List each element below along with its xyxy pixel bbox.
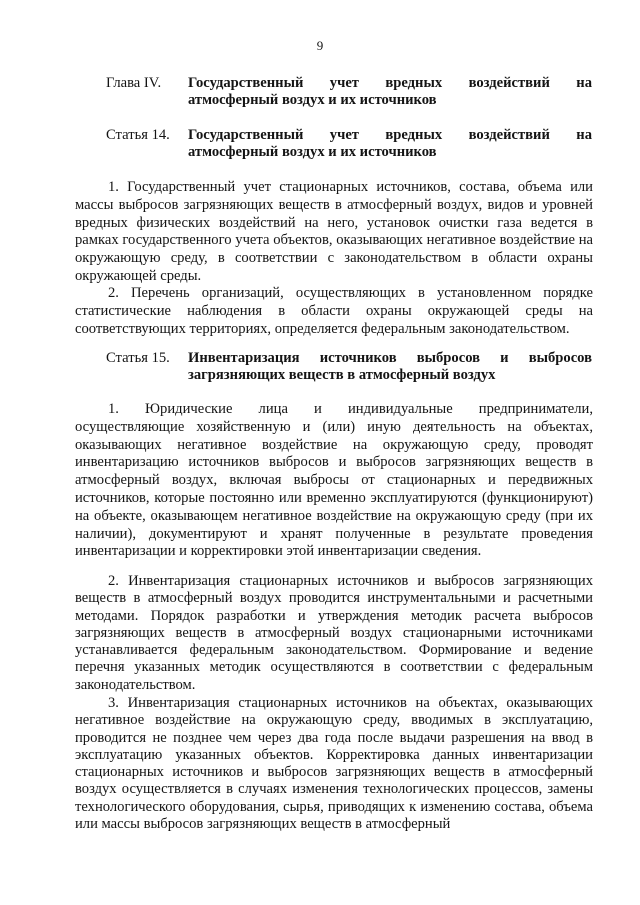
article-15-paragraph-3: 3. Инвентаризация стационарных источников на объектах, оказывающих негативное воздействие на окружающую среду, вводимых в эксплуатацию, проводится не позднее чем через два года после выдачи разрешения на ввод в эксплуатацию указанных объектов. Корректировка данных инвентаризации стационарных источников и выбросов загрязняющих веществ в атмосферный воздух осуществляется в случаях изменения технологических процессов, замены технологического оборудования, сырья, приводящих к изменению состава, объема или массы выбросов загрязняющих веществ в атмосферный [75,695,593,833]
article-15-title: Инвентаризация источников выбросов и выбросов загрязняющих веществ в атмосферный воздух [188,350,592,383]
article-14-paragraph-2: 2. Перечень организаций, осуществляющих в установленном порядке статистические наблюдения в области охраны окружающей среды на соответствующих территориях, определяется федеральным законодательством. [75,285,593,337]
page-number: 9 [316,38,324,53]
article-14-heading [106,127,592,161]
article-14-paragraph-1: 1. Государственный учет стационарных источников, состава, объема или массы выбросов загрязняющих веществ в атмосферный воздух, видов и уровней вредных физических воздействий на него, установок очистки газа ведется в рамках государственного учета объектов, оказывающих негативное воздействие на окружающую среду, в соответствии с законодательством в области охраны окружающей среды. [75,179,593,284]
article-15-paragraph-2: 2. Инвентаризация стационарных источников и выбросов загрязняющих веществ в атмосферный воздух проводится инструментальными и расчетными методами. Порядок разработки и утверждения методик расчета выбросов загрязняющих веществ в атмосферный воздух стационарными источниками устанавливается федеральным законодательством. Формирование и ведение перечня указанных методик осуществляются в соответствии с федеральным законодательством. [75,573,593,693]
article-15-paragraph-1: 1. Юридические лица и индивидуальные предприниматели, осуществляющие хозяйственную и (или) иную деятельность на объектах, оказывающих негативное воздействие на окружающую среду, проводят инвентаризацию источников выбросов и выбросов загрязняющих веществ в атмосферный воздух, включая выбросы от стационарных и передвижных источников, которые постоянно или временно эксплуатируются (функционируют) на объекте, оказывающем негативное воздействие на окружающую среду (при их наличии), документируют и хранят полученные в результате проведения инвентаризации и корректировки этой инвентаризации сведения. [75,401,593,560]
article-14-label: Статья 14. [106,127,170,143]
article-15-heading [106,350,592,384]
chapter-heading [106,75,592,109]
article-14-title: Государственный учет вредных воздействий на атмосферный воздух и их источников [188,127,592,160]
article-15-label: Статья 15. [106,350,170,366]
chapter-label: Глава IV. [106,75,162,91]
chapter-title: Государственный учет вредных воздействий на атмосферный воздух и их источников [188,75,592,108]
